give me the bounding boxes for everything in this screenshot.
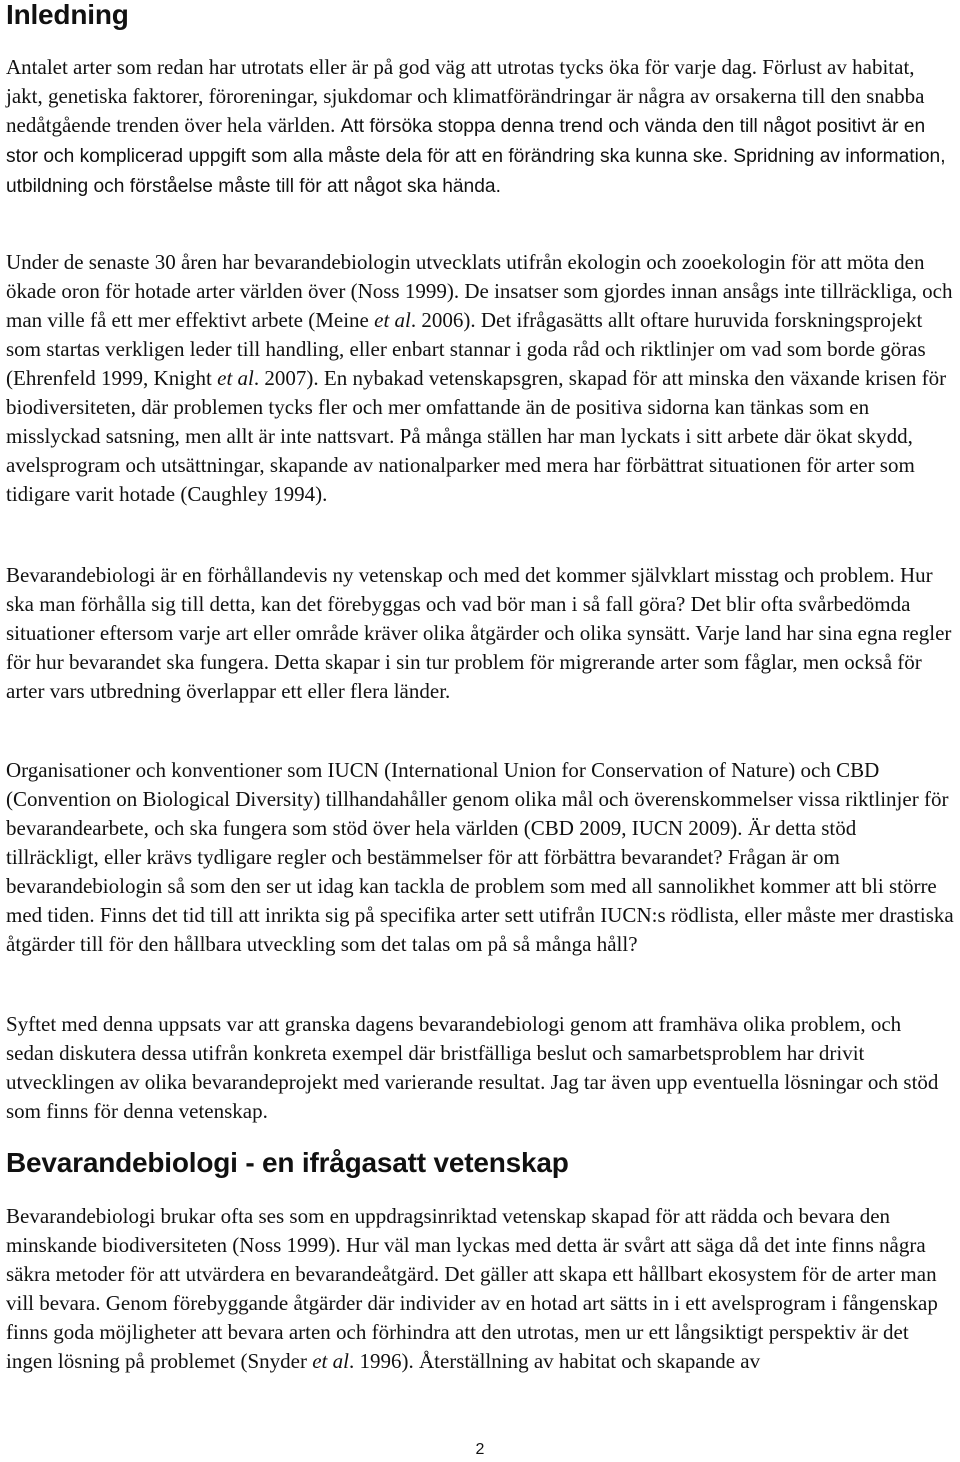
bevarande-text-b: . 1996). Återställning av habitat och skapande av [348,1349,761,1373]
intro-sentence-3: Spridning av information, utbildning och förståelse måste till för att något ska hända. [6,146,946,197]
paragraph-history [6,248,954,509]
history-text-c: . 2007). En nybakad vetenskapsgren, skapad för att minska den växande krisen för biodiversiteten, där problemen tycks fler och mer omfattande än de positiva sidorna kan tänkas som en misslyckad satsning, men allt är inte nattsvart. På många ställen har man lyckats i sitt arbete där ökat skydd, avelsprogram och utsättningar, skapande av nationalparker med mera har förbättrat situationen för arter som tidigare varit hotade (Caughley 1994). [6,366,947,506]
et-al-italic: et al [217,366,254,390]
history-text-b: . 2006). Det ifrågasätts allt oftare huruvida forskningsprojekt som startas verkligen leder till handling, eller enbart stannar i goda råd och riktlinjer om vad som borde göras (Ehrenfeld 1999, Knight [6,308,926,390]
history-text-a: Under de senaste 30 åren har bevarandebiologin utvecklats utifrån ekologin och zooekologin för att möta den ökade oron för hotade arter världen över (Noss 1999). De insatser som gjordes innan ansågs inte tillräckliga, och man ville få ett mer effektivt arbete (Meine [6,250,953,332]
paragraph-problems: Bevarandebiologi är en förhållandevis ny vetenskap och med det kommer självklart misstag och problem. Hur ska man förhålla sig till detta, kan det förebyggas och vad bör man i så fall göra? Det blir ofta svårbedömda situationer eftersom varje art eller område kräver olika åtgärder och olika synsätt. Varje land har sina egna regler för hur bevarandet ska fungera. Detta skapar i sin tur problem för migrerande arter som fåglar, men också för arter vars utbredning överlappar ett eller flera länder. [6,563,952,703]
paragraph-bevarandebiologi [6,1202,954,1376]
et-al-italic: et al [374,308,411,332]
heading-inledning: Inledning [6,0,129,30]
intro-sentence-1: Antalet arter som redan har utrotats eller är på god väg att utrotas tycks öka för varje dag. Förlust av habitat, jakt, genetiska faktorer, föroreningar, sjukdomar och klimatförändringar är några av orsakerna till den snabba nedåtgående trenden över hela världen. [6,55,925,137]
paragraph-organisations: Organisationer och konventioner som IUCN (International Union for Conservation of Nature) och CBD (Convention on Biological Diversity) tillhandahåller genom olika mål och överenskommelser vissa riktlinjer för bevarandearbete, och ska fungera som stöd över hela världen (CBD 2009, IUCN 2009). Är detta stöd tillräckligt, eller krävs tydligare regler och bestämmelser för att förbättra bevarandet? Frågan är om bevarandebiologin så som den ser ut idag kan tackla de problem som med all sannolikhet kommer att bli större med tiden. Finns det tid till att inrikta sig på specifika arter sett utifrån IUCN:s rödlista, eller måste mer drastiska åtgärder till för den hållbara utveckling som det talas om på så många håll? [6,758,954,956]
paragraph-purpose: Syftet med denna uppsats var att granska dagens bevarandebiologi genom att framhäva olika problem, och sedan diskutera dessa utifrån konkreta exempel där bristfälliga beslut och samarbetsproblem har drivit utvecklingen av olika bevarandeprojekt med varierande resultat. Jag tar även upp eventuella lösningar och stöd som finns för denna vetenskap. [6,1012,939,1123]
bevarande-text-a: Bevarandebiologi brukar ofta ses som en uppdragsinriktad vetenskap skapad för att rädda och bevara den minskande biodiversiteten (Noss 1999). Hur väl man lyckas med detta är svårt att säga då det inte finns några säkra metoder för att utvärdera en bevarandeåtgärd. Det gäller att skapa ett hållbart ekosystem för de arter man vill bevara. Genom förebyggande åtgärder där individer av en hotad art sätts in i ett avelsprogram i fångenskap finns goda möjligheter att bevara arten och förhindra att den utrotas, men ur ett långsiktigt perspektiv är det ingen lösning på problemet (Snyder [6,1204,938,1373]
page-number: 2 [475,1441,485,1458]
et-al-italic: et al [312,1349,349,1373]
paragraph-intro [6,53,954,201]
heading-bevarandebiologi: Bevarandebiologi - en ifrågasatt vetenskap [6,1147,569,1178]
intro-sentence-2: Att försöka stoppa denna trend och vända den till något positivt är en stor och komplicerad uppgift som alla måste dela för att en förändring ska kunna ske. [6,116,926,167]
